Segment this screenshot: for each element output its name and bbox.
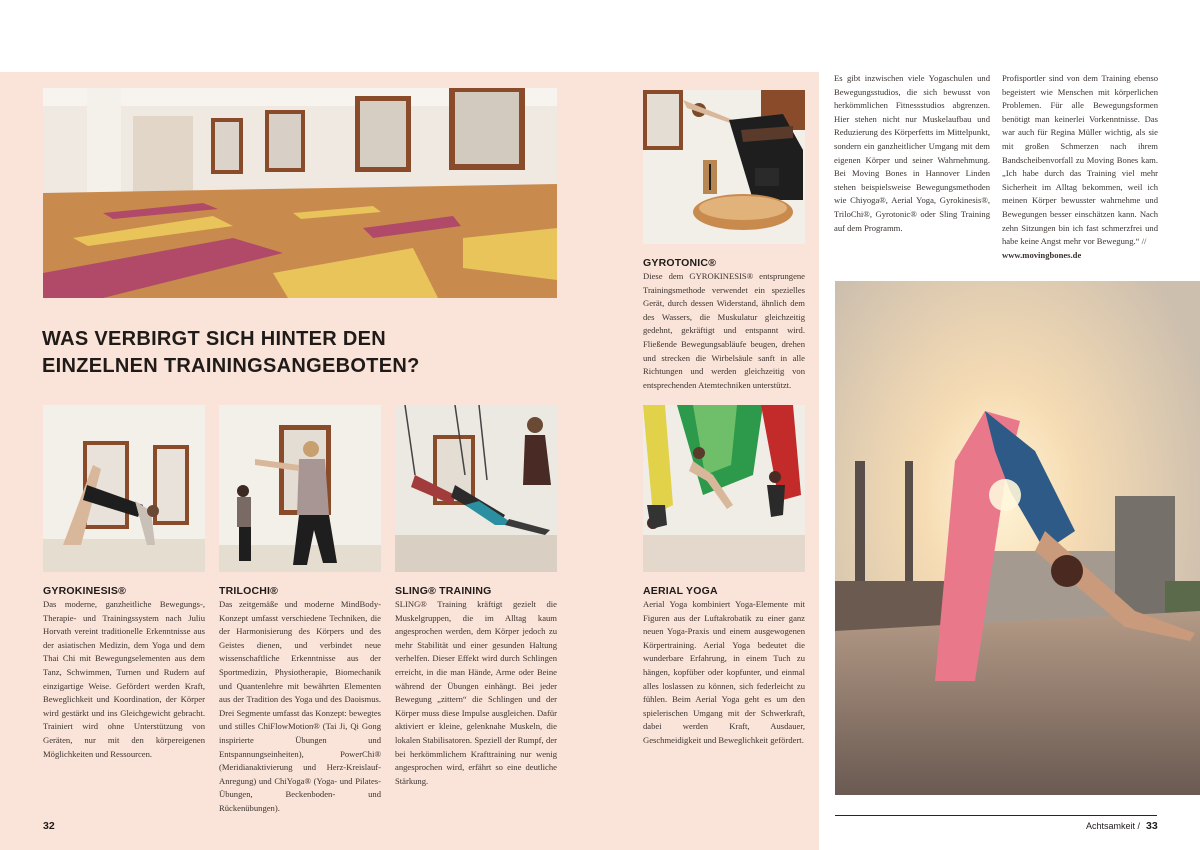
headline-line-1: WAS VERBIRGT SICH HINTER DEN xyxy=(42,328,386,350)
footer-rule xyxy=(835,815,1157,816)
headline-line-2: EINZELNEN TRAININGSANGEBOTEN? xyxy=(42,355,420,377)
studio-photo xyxy=(43,88,557,298)
aerial-text xyxy=(643,598,805,748)
gyrotonic-title: GYROTONIC® xyxy=(643,257,717,269)
gyrotonic-text xyxy=(643,270,805,392)
gyrokinesis-text xyxy=(43,598,205,761)
sunset-yoga-photo xyxy=(835,281,1200,795)
page-headline xyxy=(42,326,462,380)
gyrokinesis-title: GYROKINESIS® xyxy=(43,585,127,597)
intro-column xyxy=(834,72,990,235)
aerial-title: AERIAL YOGA xyxy=(643,585,718,597)
intro-paragraph: Es gibt inzwischen viele Yogaschulen und Bewegungsstudios, die sich bewusst von herkömmlichen Fitnessstudios abgrenzen. Hier stehen nicht nur Muskelaufbau und Reduzierung des Körperfetts im Mittelpunkt, sondern ein ganzheitlicher Umgang mit dem eigenen Körper und seiner Wahrnehmung. Bei Moving Bones in Hannover Linden stehen beispielsweise Bewegungsmethoden wie Chiyoga®, Aerial Yoga, Gyrokinesis®, TriloChi®, Gyrotonic® oder Sling Training auf dem Programm. xyxy=(834,73,990,233)
website-link[interactable]: www.movingbones.de xyxy=(1002,249,1082,260)
aerial-paragraph: Aerial Yoga kombiniert Yoga-Elemente mit Figuren aus der Luftakrobatik zu einer ganz neuen Yoga-Praxis und einem ausgewogenen Körpertraining. Aerial Yoga bedeutet die wunderbare Erfahrung, in einem Tuch zu hängen, kopfüber oder kopfunter, und einmal alles loslassen zu können, sich federleicht zu fühlen. Beim Aerial Yoga geht es um den spielerischen Umgang mit der Schwerkraft, dabei werden Kraft, Ausdauer, Geschmeidigkeit und Beweglichkeit gefördert. xyxy=(643,599,805,745)
trilochi-paragraph: Das zeitgemäße und moderne MindBody-Konzept umfasst verschiedene Techniken, die der Harmonisierung des Körpers und des Geistes dienen, und verbindet neue wissenschaftliche Erkenntnisse aus der Sportmedizin, Physiotherapie, Biomechanik und Quantenlehre mit bewährten Elementen aus der Tradition des Yoga und des Daoismus. Drei Segmente umfasst das Konzept: bewegtes und stilles ChiFlowMotion® (Tai Ji, Qi Gong inspirierte Übungen und Entspannungseinheiten), PowerChi® (Meridianaktivierung und Herz-Kreislauf-Anregung) und ChiYoga® (Yoga- und Pilates-Übungen, Beckenboden- und Rückenübungen). xyxy=(219,599,381,813)
sling-paragraph: SLING® Training kräftigt gezielt die Muskelgruppen, die im Alltag kaum angesprochen werden, dem Körper jedoch zu mehr Stabilität und einer gesunden Haltung verhelfen. Dieser Effekt wird durch Schlingen erreicht, in die man Hände, Arme oder Beine während der Übungen einhängt. Bei jeder Bewegung „zittern“ die Schlingen und der Körper muss diese Impulse ausgleichen. Dafür aktiviert er kleine, gelenknahe Muskeln, die lokalen Stabilisatoren. Speziell der Rumpf, der bei herkömmlichem Krafttraining nur wenig angesprochen wird, erfährt so eine deutliche Stärkung. xyxy=(395,599,557,786)
right-page-number: 33 xyxy=(1146,820,1158,832)
aerial-yoga-photo xyxy=(643,405,805,572)
gyrokinesis-paragraph: Das moderne, ganzheitliche Bewegungs-, Therapie- und Trainingssystem nach Juliu Horvath vereint traditionelle Erkenntnisse aus der asiatischen Medizin, dem Yoga und dem Thai Chi mit Bewegungselementen aus dem Tanz, Schwimmen, Turnen und Rudern auf einzigartige Weise. Gefördert werden Kraft, Beweglichkeit und Koordination, der Körper wird gestärkt und ins Gleichgewicht gebracht. Trainiert wird ohne Unterstützung von Geräten, nur mit den körpereigenen Möglichkeiten und Ressourcen. xyxy=(43,599,205,759)
trilochi-text xyxy=(219,598,381,816)
left-page-number: 32 xyxy=(43,820,55,832)
trilochi-photo xyxy=(219,405,381,572)
gyrokinesis-photo xyxy=(43,405,205,572)
footer-section-label: Achtsamkeit / xyxy=(1086,821,1141,831)
sling-training-photo xyxy=(395,405,557,572)
gyrotonic-paragraph: Diese dem GYROKINESIS® entsprungene Trainingsmethode verwendet ein spezielles Gerät, durch dessen Widerstand, ähnlich dem des Wassers, die Muskulatur gleichzeitig gedehnt, gekräftigt und entspannt wird. Fließende Bewegungsabläufe beugen, drehen und strecken die Wirbelsäule sanft in alle Richtungen und werden gleichzeitig von entsprechenden Atemtechniken unterstützt. xyxy=(643,271,805,390)
testimonial-paragraph: Profisportler sind von dem Training ebenso begeistert wie Menschen mit körperlichen Problemen. Für alle Bewegungsformen benötigt man keinerlei Vorkenntnisse. Das war auch für Regina Müller wichtig, als sie mit großen Schmerzen nach ihrem Bandscheibenvorfall zu Moving Bones kam. „Ich habe durch das Training viel mehr Sicherheit im Alltag bekommen, weil ich meinen Körper bewusster wahrnehme und Bewegungen besser einschätzen kann. Nach zehn Sitzungen bin ich fast schmerzfrei und habe keine Angst mehr vor Bewegung.“ // xyxy=(1002,73,1158,247)
trilochi-title: TRILOCHI® xyxy=(219,585,279,597)
sling-title: SLING® TRAINING xyxy=(395,585,492,597)
testimonial-column xyxy=(1002,72,1158,262)
sling-text xyxy=(395,598,557,788)
gyrotonic-photo xyxy=(643,90,805,244)
